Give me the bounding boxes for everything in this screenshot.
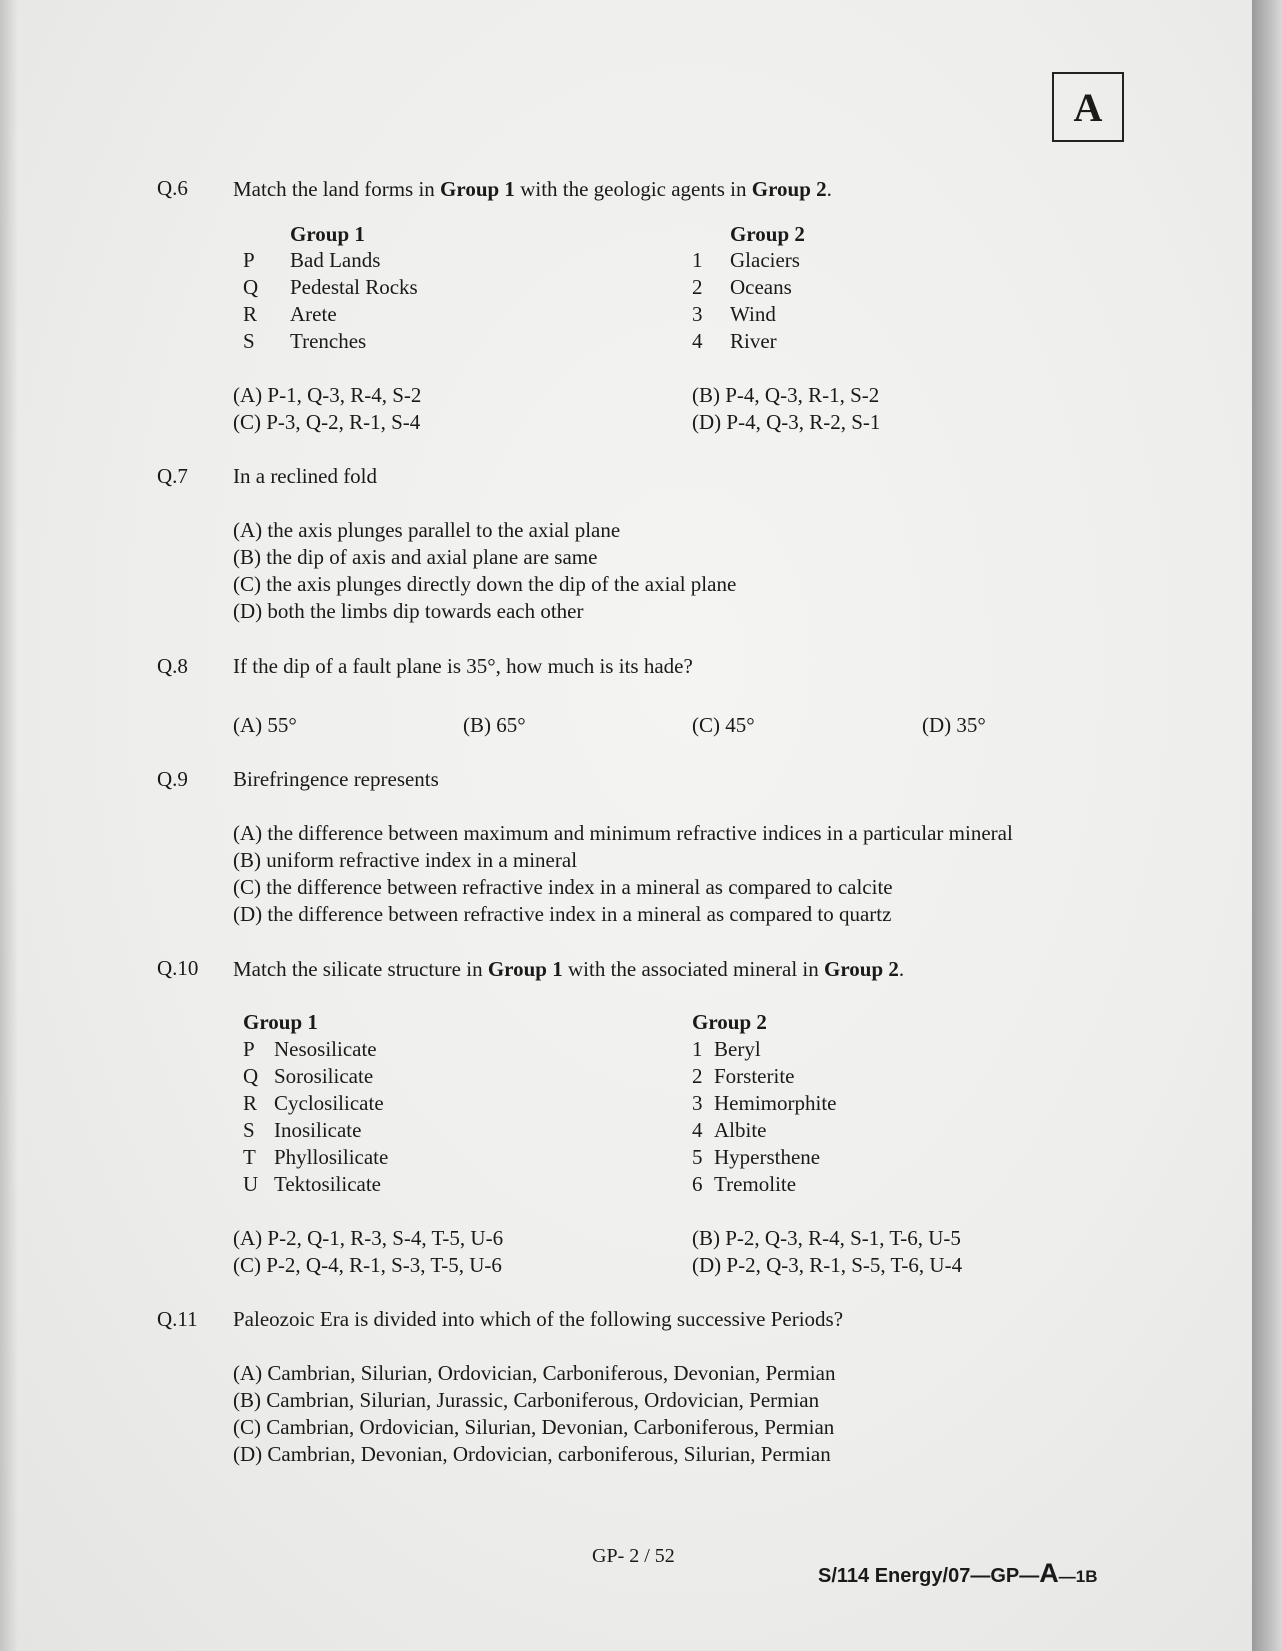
group2-title: Group 2 — [692, 1010, 767, 1034]
scan-shadow-left — [0, 0, 18, 1651]
option-c[interactable]: (C) P-3, Q-2, R-1, S-4 — [233, 410, 421, 434]
match-key: 1 — [692, 1037, 703, 1061]
option-b[interactable]: (B) 65° — [463, 713, 526, 737]
option-c[interactable]: (C) P-2, Q-4, R-1, S-3, T-5, U-6 — [233, 1253, 502, 1277]
question-stem: Match the silicate structure in Group 1 with the associated mineral in Group 2. — [233, 957, 905, 981]
paper-code: S/114 Energy/07—GP—A—1B — [818, 1558, 1098, 1588]
option-d[interactable]: (D) the difference between refractive index in a mineral as compared to quartz — [233, 902, 892, 926]
match-item: Forsterite — [714, 1064, 795, 1088]
group1-title: Group 1 — [290, 222, 365, 246]
match-item: Beryl — [714, 1037, 761, 1061]
option-c[interactable]: (C) the axis plunges directly down the dip of the axial plane — [233, 572, 737, 596]
option-a[interactable]: (A) P-1, Q-3, R-4, S-2 — [233, 383, 422, 407]
question-number: Q.11 — [157, 1307, 198, 1331]
match-item: Glaciers — [730, 248, 800, 272]
group1-title: Group 1 — [243, 1010, 318, 1034]
question-stem: Paleozoic Era is divided into which of the following successive Periods? — [233, 1307, 844, 1331]
question-number: Q.10 — [157, 956, 199, 980]
option-b[interactable]: (B) P-2, Q-3, R-4, S-1, T-6, U-5 — [692, 1226, 961, 1250]
match-item: River — [730, 329, 777, 353]
match-key: R — [243, 1091, 258, 1115]
match-item: Wind — [730, 302, 776, 326]
match-item: Arete — [290, 302, 337, 326]
question-stem: Birefringence represents — [233, 767, 439, 791]
match-key: 3 — [692, 302, 703, 326]
match-item: Phyllosilicate — [274, 1145, 389, 1169]
option-a[interactable]: (A) the axis plunges parallel to the axial plane — [233, 518, 621, 542]
question-stem: Match the land forms in Group 1 with the geologic agents in Group 2. — [233, 177, 832, 201]
match-item: Cyclosilicate — [274, 1091, 384, 1115]
match-item: Inosilicate — [274, 1118, 362, 1142]
match-key: S — [243, 1118, 255, 1142]
match-item: Albite — [714, 1118, 767, 1142]
option-b[interactable]: (B) Cambrian, Silurian, Jurassic, Carboniferous, Ordovician, Permian — [233, 1388, 820, 1412]
match-key: 4 — [692, 1118, 703, 1142]
page-number: GP- 2 / 52 — [592, 1545, 675, 1567]
question-stem: In a reclined fold — [233, 464, 378, 488]
match-item: Pedestal Rocks — [290, 275, 418, 299]
match-item: Trenches — [290, 329, 367, 353]
match-key: 1 — [692, 248, 703, 272]
match-key: Q — [243, 275, 259, 299]
option-d[interactable]: (D) both the limbs dip towards each other — [233, 599, 584, 623]
option-b[interactable]: (B) P-4, Q-3, R-1, S-2 — [692, 383, 880, 407]
match-key: P — [243, 248, 255, 272]
option-c[interactable]: (C) the difference between refractive index in a mineral as compared to calcite — [233, 875, 893, 899]
match-item: Oceans — [730, 275, 792, 299]
match-item: Tektosilicate — [274, 1172, 381, 1196]
option-b[interactable]: (B) uniform refractive index in a mineral — [233, 848, 578, 872]
option-a[interactable]: (A) Cambrian, Silurian, Ordovician, Carboniferous, Devonian, Permian — [233, 1361, 836, 1385]
match-key: Q — [243, 1064, 259, 1088]
match-key: T — [243, 1145, 256, 1169]
match-item: Nesosilicate — [274, 1037, 377, 1061]
match-key: 6 — [692, 1172, 703, 1196]
match-key: S — [243, 329, 255, 353]
scan-edge-shadow — [1252, 0, 1282, 1651]
match-key: 5 — [692, 1145, 703, 1169]
option-d[interactable]: (D) Cambrian, Devonian, Ordovician, carboniferous, Silurian, Permian — [233, 1442, 831, 1466]
option-d[interactable]: (D) P-4, Q-3, R-2, S-1 — [692, 410, 881, 434]
match-key: 4 — [692, 329, 703, 353]
set-code: A — [1073, 84, 1103, 130]
group2-title: Group 2 — [730, 222, 805, 246]
match-key: U — [243, 1172, 259, 1196]
match-key: P — [243, 1037, 255, 1061]
set-code-box — [1052, 72, 1124, 142]
option-c[interactable]: (C) Cambrian, Ordovician, Silurian, Devonian, Carboniferous, Permian — [233, 1415, 835, 1439]
option-a[interactable]: (A) the difference between maximum and minimum refractive indices in a particular mineral — [233, 821, 1013, 845]
option-a[interactable]: (A) 55° — [233, 713, 297, 737]
match-item: Bad Lands — [290, 248, 381, 272]
match-item: Tremolite — [714, 1172, 797, 1196]
question-number: Q.9 — [157, 767, 188, 791]
match-item: Hemimorphite — [714, 1091, 837, 1115]
question-stem: If the dip of a fault plane is 35°, how much is its hade? — [233, 654, 693, 678]
option-d[interactable]: (D) P-2, Q-3, R-1, S-5, T-6, U-4 — [692, 1253, 963, 1277]
match-key: 3 — [692, 1091, 703, 1115]
option-a[interactable]: (A) P-2, Q-1, R-3, S-4, T-5, U-6 — [233, 1226, 504, 1250]
option-b[interactable]: (B) the dip of axis and axial plane are same — [233, 545, 598, 569]
question-number: Q.6 — [157, 176, 188, 200]
match-key: 2 — [692, 1064, 703, 1088]
option-c[interactable]: (C) 45° — [692, 713, 755, 737]
match-item: Sorosilicate — [274, 1064, 374, 1088]
question-number: Q.8 — [157, 654, 188, 678]
match-key: R — [243, 302, 258, 326]
match-key: 2 — [692, 275, 703, 299]
question-number: Q.7 — [157, 464, 188, 488]
match-item: Hypersthene — [714, 1145, 821, 1169]
option-d[interactable]: (D) 35° — [922, 713, 986, 737]
